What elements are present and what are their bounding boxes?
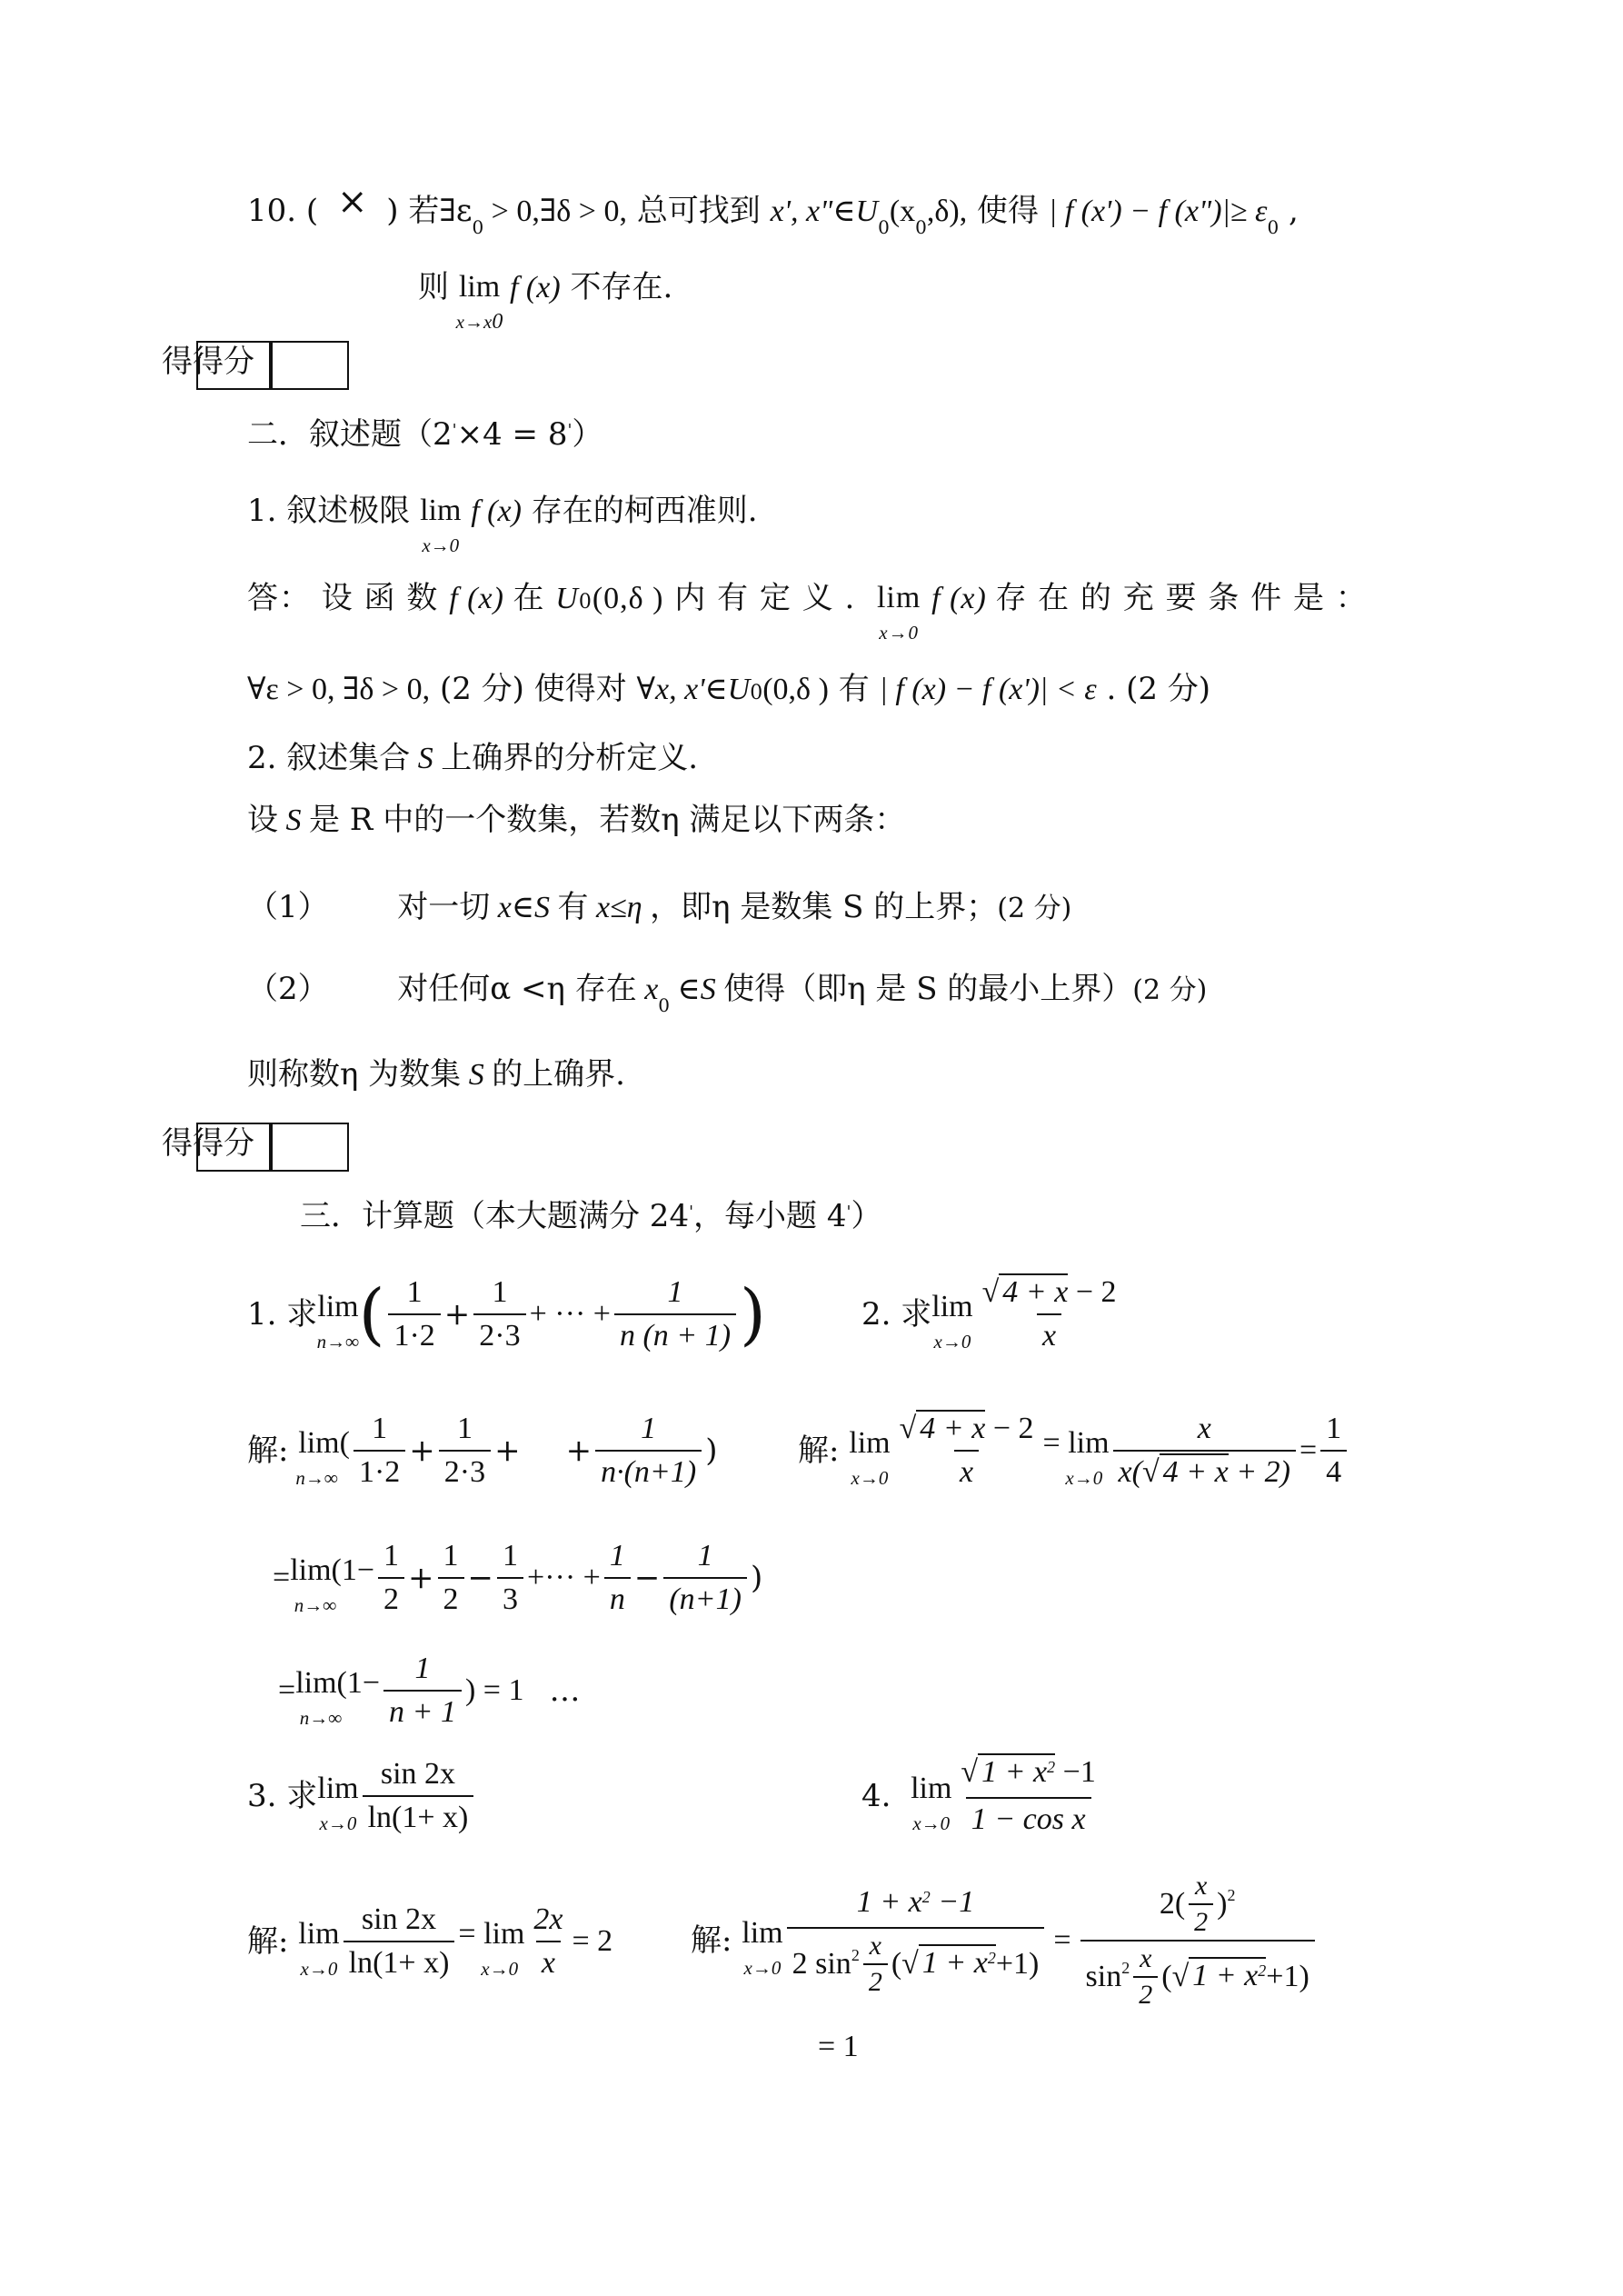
q10-text: 若∃ε	[408, 193, 473, 229]
q10-fx: f (x)	[509, 271, 561, 304]
score-label: 得得分	[162, 344, 254, 380]
problem-2: 2. 求 lim x→0 $\frac{√ 4 + x - 2}{x}$	[861, 1275, 1117, 1353]
score-input-box-2[interactable]	[269, 1123, 349, 1172]
q10-vars: x', x"∈U	[770, 195, 879, 228]
s2-a1-line1: 答： 设 函 数 f (x) 在 U0(0,δ ) 内 有 定 义 . lim x→0 f (x) 存 在 的 充 要 条 件 是 ：	[247, 580, 1368, 644]
score-input-box[interactable]	[269, 341, 349, 390]
q10-ineq: | f (x') − f (x")|≥ ε	[1048, 195, 1268, 228]
section3-title: 三．计算题（本大题满分 24'，每小题 4'）	[300, 1198, 882, 1234]
q10-number: 10. (	[247, 193, 319, 229]
s2-a2-intro: 设 S 是 R 中的一个数集，若数η 满足以下两条：	[247, 802, 906, 838]
solution-1-line2: = lim(1− n→∞ $\frac{1}{2}$ + $\frac{1}{2}$ − $\frac{1}{3}$ +··· + $\frac{1}{n}$ − $\frac{1}{(n+1)}$ )	[273, 1539, 763, 1616]
s2-cond1: （1） 对一切 x∈S 有 x≤η ，即η 是数集 S 的上界；(2 分)	[247, 889, 1072, 925]
s2-a1-line2: ∀ε > 0, ∃δ > 0, (2 分) 使得对 ∀x, x'∈U0(0,δ ) 有 | f (x) − f (x')| < ε . (2 分)	[247, 671, 1211, 707]
q10-noexist: 不存在.	[570, 269, 673, 305]
q10-cond: > 0,∃δ > 0,	[483, 195, 627, 228]
q10-such: 使得	[977, 193, 1040, 229]
solution-4-final: = 1	[818, 2030, 859, 2063]
q10-comma: ,	[1289, 193, 1299, 229]
score-box-left	[196, 341, 273, 390]
score-label-2: 得得分	[162, 1125, 254, 1162]
s2-q1: 1. 叙述极限 lim x→0 f (x) 存在的柯西准则.	[247, 493, 758, 556]
s2-conclusion: 则称数η 为数集 S 的上确界.	[247, 1056, 625, 1093]
q10-then: 则	[418, 269, 449, 305]
solution-3: 解: lim x→0 $\frac{\sin 2x}{\ln(1+ x)}$ = lim x→0 $\frac{2x}{x}$ = 2	[247, 1902, 613, 1980]
solution-4: 解: lim x→0 $1 + x^2 -1$ 2 sin 2 $\frac{x}{2}$ ( √ $1 + x^2$ +1) = 2( $\frac{x}{2}$ ) 2 sin 2 $\frac{x}{2}$ ( √ $1 + x^2$ +1)	[691, 1872, 1319, 2009]
score-box-left-2	[196, 1123, 273, 1172]
problem-1: 1. 求 lim n→∞ ( $\frac{1}{1\cdot 2}$ + $\frac{1}{2\cdot 3}$ + ··· + $\frac{1}{n (n + 1)}$ )	[247, 1275, 766, 1353]
wrong-mark-icon: ×	[336, 181, 368, 223]
q10-nbhd: (x	[889, 195, 916, 228]
section2-title: 二．叙述题（2'×4 = 8'）	[247, 416, 603, 453]
s2-cond2: （2） 对任何α <η 存在 $x_0$ ∈S 使得（即η 是 S 的最小上界）(2 分)	[247, 971, 1208, 1016]
s2-q2: 2. 叙述集合 S 上确界的分析定义.	[247, 740, 699, 776]
q10-limit: lim x→x0	[455, 270, 503, 334]
q10-line1: 10. ( × ) 若$\exists\varepsilon_0$ > 0,∃δ > 0, 总可找到 x', $x"\in U_0(x_0,\delta)$, 使得 | f (x') − f (x")|≥ $\varepsilon_0$ ,	[247, 181, 1299, 238]
solution-1-line1: 解: lim( n→∞ $\frac{1}{1\cdot 2}$ + $\frac{1}{2\cdot 3}$ + + $\frac{1}{n\cdot(n+1)}$ )	[247, 1412, 718, 1489]
problem-4: 4. lim x→0 $\frac{√ 1 + x^2 -1}{\text{1 − cos x}}$	[861, 1755, 1096, 1836]
solution-2: 解: lim x→0 $\frac{√ 4 + x - 2}{x}$ = lim x→0 $\frac{x}{x(√ 4 + x + 2)}$ = $\frac{1}{4}$	[798, 1396, 1350, 1505]
q10-line2	[418, 267, 673, 334]
solution-1-line3: = lim(1− n→∞ $\frac{1}{n + 1}$ ) = 1 …	[278, 1652, 581, 1729]
q10-mid: 总可找到	[636, 193, 761, 229]
q10-nbhd2: ,δ),	[926, 195, 968, 228]
problem-3: 3. 求 lim x→0 $\frac{\sin 2x}{\ln(1+ x)}$	[247, 1742, 477, 1851]
q10-paren-close: )	[386, 193, 399, 229]
s2-q1-limit: lim x→0	[420, 494, 462, 556]
s2-a1-limit: lim x→0	[876, 581, 921, 644]
